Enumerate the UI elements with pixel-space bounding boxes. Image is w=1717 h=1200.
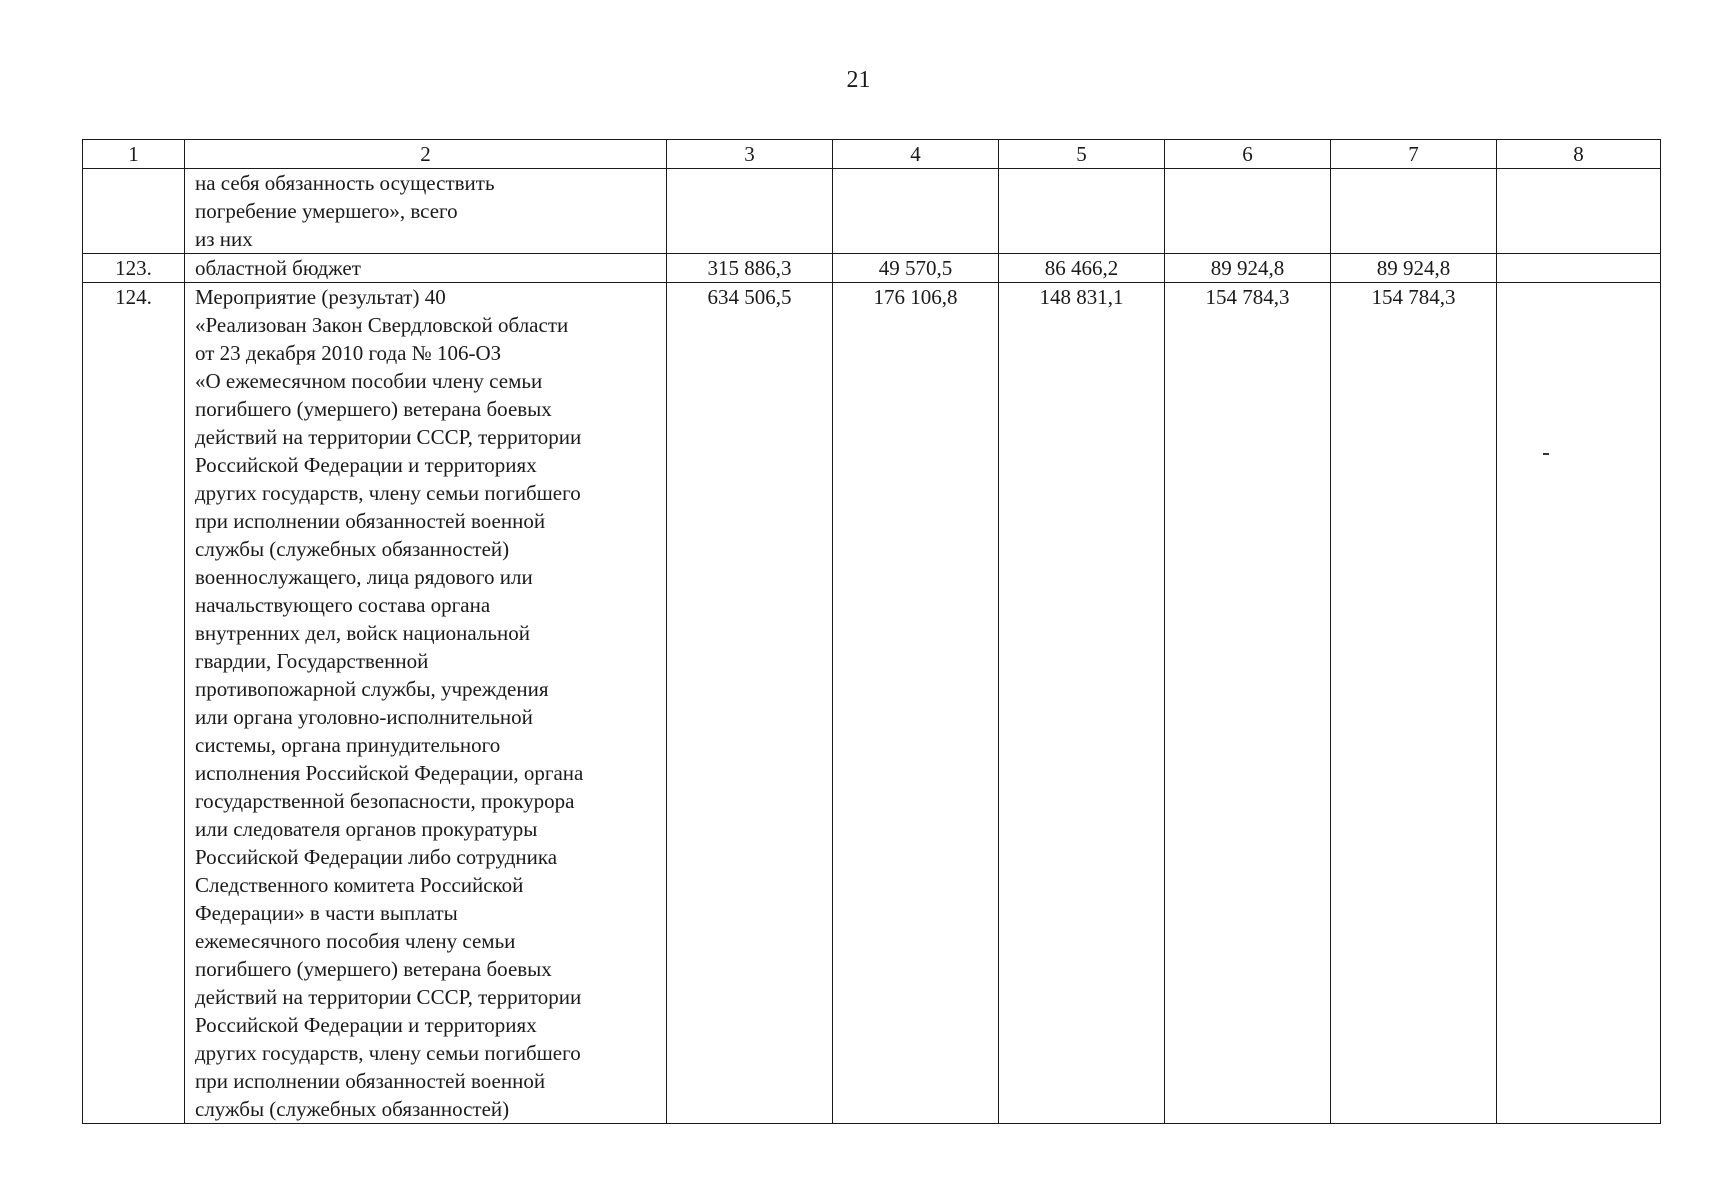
description-line: Российской Федерации и территориях [195,453,537,477]
value-cell-col-5: 148 831,1 [999,283,1165,1124]
description-line: ежемесячного пособия члену семьи [195,929,516,953]
value-cell-col-3: 315 886,3 [667,254,833,283]
description-line: при исполнении обязанностей военной [195,509,546,533]
description-line: при исполнении обязанностей военной [195,1069,546,1093]
value-cell-col-7: 89 924,8 [1331,254,1497,283]
value-cell-col-4 [833,169,999,254]
description-line: Российской Федерации и территориях [195,1013,537,1037]
description-line: погибшего (умершего) ветерана боевых [195,957,552,981]
value-cell-col-5: 86 466,2 [999,254,1165,283]
column-header: 7 [1331,140,1497,169]
row-number: 124. [83,283,185,1124]
description-line: или органа уголовно-исполнительной [195,705,533,729]
value-cell-col-7: 154 784,3 [1331,283,1497,1124]
description-line: других государств, члену семьи погибшего [195,481,581,505]
table-row [83,169,1661,254]
description-line: противопожарной службы, учреждения [195,677,549,701]
value-cell-col-3: 634 506,5 [667,283,833,1124]
row-description [185,169,667,254]
description-line: действий на территории СССР, территории [195,985,582,1009]
description-line: государственной безопасности, прокурора [195,789,575,813]
page-number: 21 [846,67,871,93]
value-cell-col-4: 176 106,8 [833,283,999,1124]
description-line: системы, органа принудительного [195,733,501,757]
value-cell-col-5 [999,169,1165,254]
description-line: «О ежемесячном пособии члену семьи [195,369,543,393]
value-cell-col-7 [1331,169,1497,254]
description-line: исполнения Российской Федерации, органа [195,761,584,785]
value-cell-col-6 [1165,169,1331,254]
description-line: Мероприятие (результат) 40 [195,285,446,309]
description-line: погребение умершего», всего [195,199,458,223]
scan-speck [1543,453,1549,455]
description-line: службы (служебных обязанностей) [195,1097,510,1121]
row-number [83,169,185,254]
value-cell-col-8 [1497,254,1661,283]
table-row [83,283,1661,1124]
description-line: начальствующего состава органа [195,593,491,617]
table-row [83,254,1661,283]
description-line: погибшего (умершего) ветерана боевых [195,397,552,421]
column-header: 2 [185,140,667,169]
description-line: от 23 декабря 2010 года № 106-ОЗ [195,341,502,365]
row-number: 123. [83,254,185,283]
budget-table [82,139,1661,1124]
column-header: 3 [667,140,833,169]
description-line: других государств, члену семьи погибшего [195,1041,581,1065]
description-line: на себя обязанность осуществить [195,171,495,195]
description-line: областной бюджет [195,256,361,280]
description-line: гвардии, Государственной [195,649,429,673]
description-line: Российской Федерации либо сотрудника [195,845,558,869]
column-header: 8 [1497,140,1661,169]
value-cell-col-6: 89 924,8 [1165,254,1331,283]
value-cell-col-4: 49 570,5 [833,254,999,283]
description-line: военнослужащего, лица рядового или [195,565,533,589]
value-cell-col-3 [667,169,833,254]
description-line: службы (служебных обязанностей) [195,537,510,561]
column-header: 4 [833,140,999,169]
value-cell-col-8 [1497,169,1661,254]
description-line: или следователя органов прокуратуры [195,817,538,841]
description-line: из них [195,227,253,251]
value-cell-col-8 [1497,283,1661,1124]
description-line: действий на территории СССР, территории [195,425,582,449]
column-header: 5 [999,140,1165,169]
description-line: Федерации» в части выплаты [195,901,458,925]
description-line: внутренних дел, войск национальной [195,621,530,645]
table-header-row [83,140,1661,169]
description-line: «Реализован Закон Свердловской области [195,313,569,337]
row-description [185,283,667,1124]
value-cell-col-6: 154 784,3 [1165,283,1331,1124]
row-description [185,254,667,283]
description-line: Следственного комитета Российской [195,873,524,897]
column-header: 6 [1165,140,1331,169]
column-header: 1 [83,140,185,169]
